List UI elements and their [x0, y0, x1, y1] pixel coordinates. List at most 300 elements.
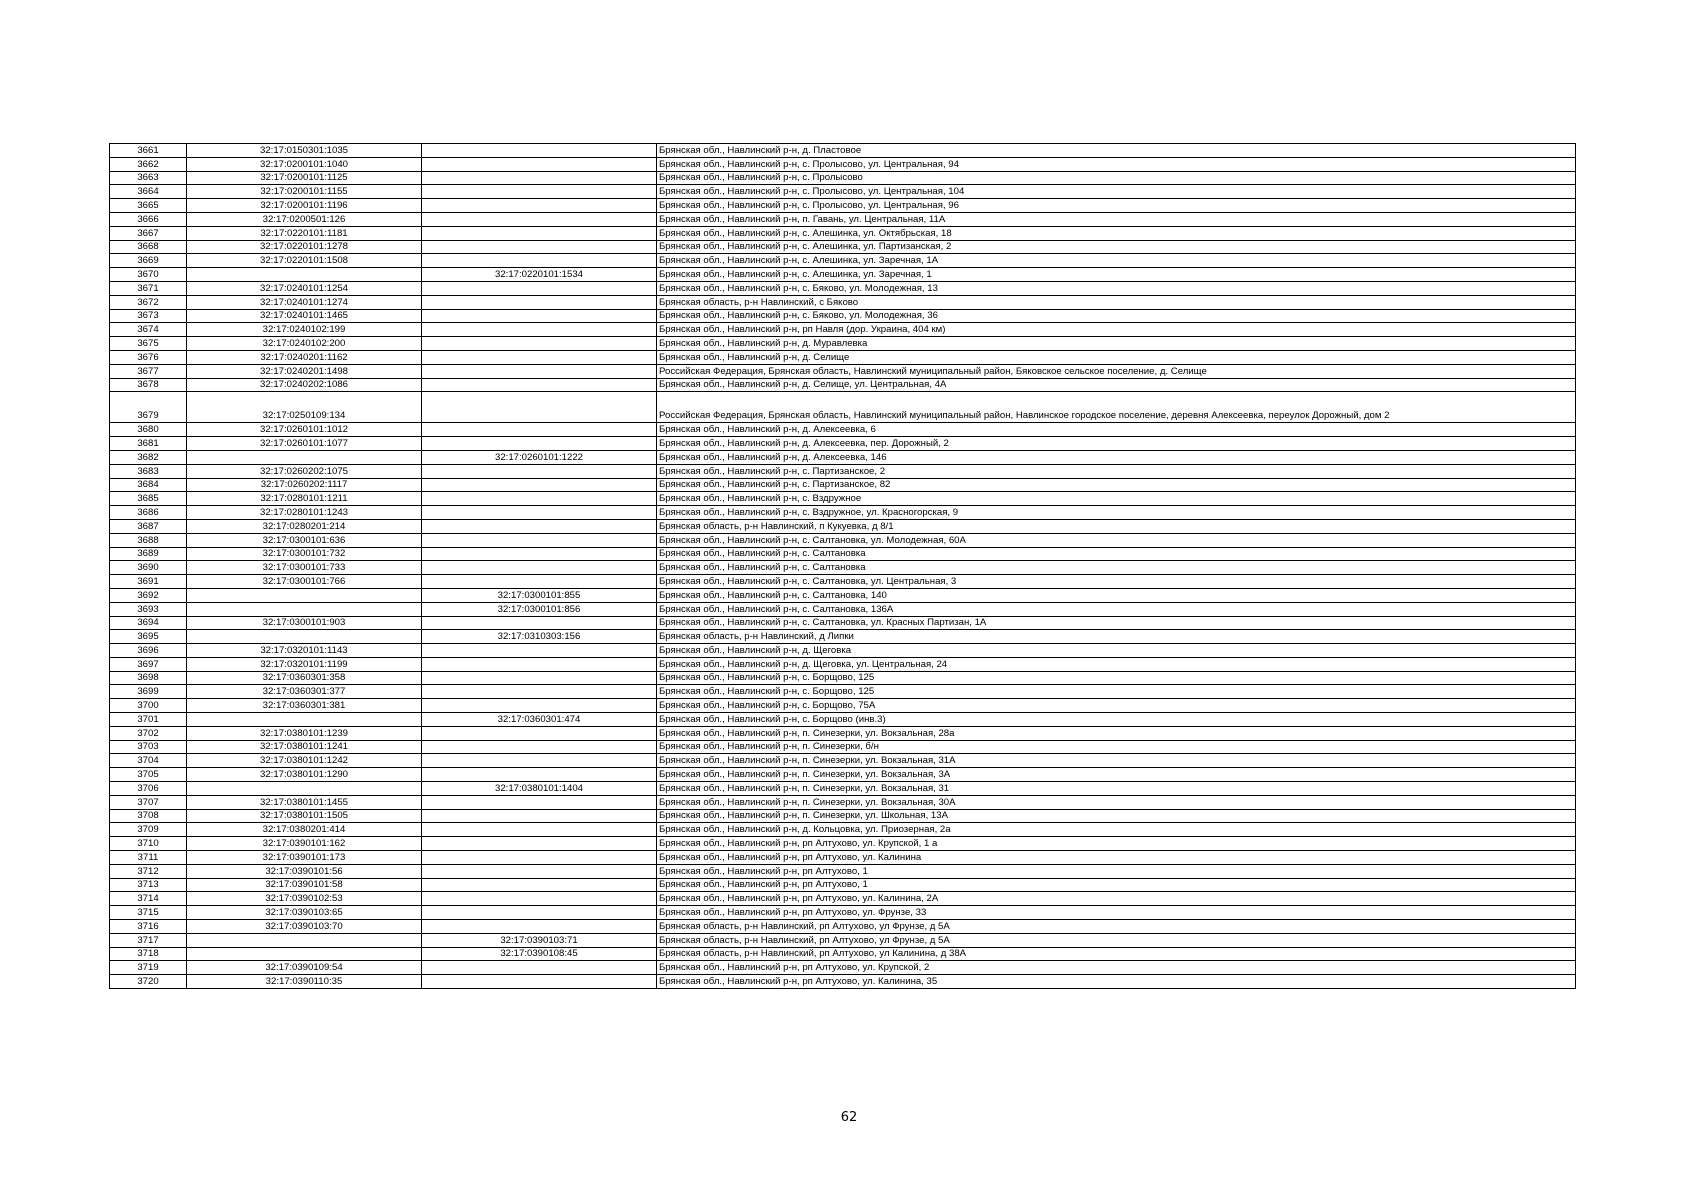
cadastral-number-cell: 32:17:0300101:636	[187, 533, 422, 547]
table-row	[110, 392, 1576, 423]
address-cell: Брянская обл., Навлинский р-н, с. Алешинка, ул. Заречная, 1А	[657, 254, 1576, 268]
cadastral-number-alt-cell: 32:17:0300101:856	[422, 602, 657, 616]
table-row	[110, 616, 1576, 630]
table-row	[110, 851, 1576, 865]
address-cell: Брянская обл., Навлинский р-н, д. Щеговка	[657, 644, 1576, 658]
address-cell: Брянская обл., Навлинский р-н, с. Салтановка, ул. Центральная, 3	[657, 575, 1576, 589]
cadastral-number-alt-cell	[422, 364, 657, 378]
cadastral-number-alt-cell: 32:17:0360301:474	[422, 713, 657, 727]
row-number-cell: 3703	[110, 740, 187, 754]
cadastral-number-alt-cell	[422, 423, 657, 437]
row-number-cell: 3689	[110, 547, 187, 561]
cadastral-number-cell: 32:17:0260202:1075	[187, 464, 422, 478]
address-cell: Брянская область, р-н Навлинский, п Кукуевка, д 8/1	[657, 519, 1576, 533]
address-cell: Брянская обл., Навлинский р-н, с. Салтановка	[657, 547, 1576, 561]
cadastral-number-alt-cell	[422, 644, 657, 658]
cadastral-number-alt-cell	[422, 754, 657, 768]
cadastral-number-alt-cell	[422, 685, 657, 699]
cadastral-number-cell: 32:17:0390102:53	[187, 892, 422, 906]
address-cell: Брянская обл., Навлинский р-н, рп Алтухово, ул. Калинина	[657, 851, 1576, 865]
row-number-cell: 3712	[110, 864, 187, 878]
address-cell: Брянская обл., Навлинский р-н, с. Борщово, 125	[657, 685, 1576, 699]
address-cell: Брянская обл., Навлинский р-н, рп Алтухово, ул. Калинина, 35	[657, 975, 1576, 989]
cadastral-number-alt-cell	[422, 726, 657, 740]
address-cell: Брянская обл., Навлинский р-н, д. Щеговка, ул. Центральная, 24	[657, 657, 1576, 671]
address-cell: Брянская обл., Навлинский р-н, д. Селище	[657, 350, 1576, 364]
table-row	[110, 823, 1576, 837]
table-row	[110, 295, 1576, 309]
table-row	[110, 630, 1576, 644]
address-cell: Брянская обл., Навлинский р-н, п. Синезерки, ул. Вокзальная, 31	[657, 782, 1576, 796]
table-row	[110, 575, 1576, 589]
cadastral-number-cell	[187, 933, 422, 947]
address-cell: Брянская обл., Навлинский р-н, д. Кольцовка, ул. Приозерная, 2а	[657, 823, 1576, 837]
cadastral-number-cell: 32:17:0380101:1242	[187, 754, 422, 768]
row-number-cell: 3686	[110, 506, 187, 520]
cadastral-number-cell: 32:17:0380201:414	[187, 823, 422, 837]
table-row	[110, 644, 1576, 658]
address-cell: Брянская область, р-н Навлинский, с Бяково	[657, 295, 1576, 309]
cadastral-number-cell: 32:17:0200101:1155	[187, 185, 422, 199]
cadastral-number-cell: 32:17:0240201:1498	[187, 364, 422, 378]
cadastral-number-alt-cell: 32:17:0260101:1222	[422, 450, 657, 464]
cadastral-number-alt-cell	[422, 561, 657, 575]
row-number-cell: 3673	[110, 309, 187, 323]
cadastral-number-cell	[187, 268, 422, 282]
cadastral-number-alt-cell	[422, 281, 657, 295]
table-row	[110, 533, 1576, 547]
row-number-cell: 3709	[110, 823, 187, 837]
row-number-cell: 3687	[110, 519, 187, 533]
cadastral-number-cell: 32:17:0300101:903	[187, 616, 422, 630]
address-cell: Брянская обл., Навлинский р-н, п. Синезерки, ул. Вокзальная, 30А	[657, 795, 1576, 809]
row-number-cell: 3706	[110, 782, 187, 796]
address-cell: Брянская обл., Навлинский р-н, с. Вздружное	[657, 492, 1576, 506]
address-cell: Брянская обл., Навлинский р-н, рп Навля (дор. Украина, 404 км)	[657, 323, 1576, 337]
row-number-cell: 3707	[110, 795, 187, 809]
table-row	[110, 657, 1576, 671]
cadastral-number-cell	[187, 450, 422, 464]
address-cell: Брянская обл., Навлинский р-н, п. Синезерки, ул. Вокзальная, 3А	[657, 768, 1576, 782]
table-body	[110, 144, 1576, 989]
cadastral-number-alt-cell	[422, 144, 657, 158]
address-cell: Брянская обл., Навлинский р-н, с. Салтановка, 136А	[657, 602, 1576, 616]
row-number-cell: 3668	[110, 240, 187, 254]
cadastral-number-alt-cell	[422, 864, 657, 878]
cadastral-number-cell: 32:17:0300101:766	[187, 575, 422, 589]
table-row	[110, 740, 1576, 754]
cadastral-number-cell: 32:17:0380101:1239	[187, 726, 422, 740]
cadastral-number-cell: 32:17:0220101:1278	[187, 240, 422, 254]
cadastral-number-cell: 32:17:0280201:214	[187, 519, 422, 533]
table-row	[110, 171, 1576, 185]
table-row	[110, 309, 1576, 323]
cadastral-number-cell: 32:17:0200101:1040	[187, 157, 422, 171]
address-cell: Брянская обл., Навлинский р-н, д. Алексеевка, пер. Дорожный, 2	[657, 437, 1576, 451]
address-cell: Брянская обл., Навлинский р-н, с. Борщово, 125	[657, 671, 1576, 685]
address-cell: Брянская обл., Навлинский р-н, рп Алтухово, ул. Крупской, 2	[657, 961, 1576, 975]
table-row	[110, 906, 1576, 920]
table-row	[110, 492, 1576, 506]
cadastral-number-cell: 32:17:0390110:35	[187, 975, 422, 989]
cadastral-number-alt-cell	[422, 240, 657, 254]
cadastral-number-alt-cell	[422, 519, 657, 533]
cadastral-number-cell: 32:17:0240101:1274	[187, 295, 422, 309]
table-row	[110, 864, 1576, 878]
cadastral-number-cell: 32:17:0280101:1211	[187, 492, 422, 506]
cadastral-number-alt-cell	[422, 157, 657, 171]
table-row	[110, 699, 1576, 713]
table-row	[110, 378, 1576, 392]
cadastral-number-cell	[187, 588, 422, 602]
row-number-cell: 3677	[110, 364, 187, 378]
cadastral-number-alt-cell	[422, 906, 657, 920]
cadastral-number-alt-cell	[422, 740, 657, 754]
table-row	[110, 947, 1576, 961]
cadastral-number-cell: 32:17:0200101:1196	[187, 199, 422, 213]
row-number-cell: 3672	[110, 295, 187, 309]
row-number-cell: 3680	[110, 423, 187, 437]
cadastral-number-alt-cell	[422, 920, 657, 934]
row-number-cell: 3701	[110, 713, 187, 727]
cadastral-number-alt-cell	[422, 323, 657, 337]
cadastral-number-alt-cell	[422, 492, 657, 506]
row-number-cell: 3682	[110, 450, 187, 464]
row-number-cell: 3708	[110, 809, 187, 823]
cadastral-number-cell: 32:17:0390101:58	[187, 878, 422, 892]
cadastral-number-alt-cell	[422, 851, 657, 865]
cadastral-number-cell: 32:17:0380101:1241	[187, 740, 422, 754]
table-row	[110, 268, 1576, 282]
address-cell: Брянская обл., Навлинский р-н, с. Бяково, ул. Молодежная, 36	[657, 309, 1576, 323]
cadastral-number-cell: 32:17:0320101:1143	[187, 644, 422, 658]
table-row	[110, 464, 1576, 478]
table-row	[110, 892, 1576, 906]
address-cell: Брянская обл., Навлинский р-н, с. Партизанское, 82	[657, 478, 1576, 492]
cadastral-number-cell: 32:17:0390101:173	[187, 851, 422, 865]
cadastral-number-cell: 32:17:0380101:1505	[187, 809, 422, 823]
row-number-cell: 3666	[110, 212, 187, 226]
cadastral-number-alt-cell	[422, 437, 657, 451]
address-cell: Брянская обл., Навлинский р-н, с. Пролысово, ул. Центральная, 104	[657, 185, 1576, 199]
address-cell: Брянская обл., Навлинский р-н, с. Пролысово, ул. Центральная, 94	[657, 157, 1576, 171]
row-number-cell: 3684	[110, 478, 187, 492]
cadastral-number-cell: 32:17:0300101:732	[187, 547, 422, 561]
cadastral-number-alt-cell: 32:17:0310303:156	[422, 630, 657, 644]
row-number-cell: 3681	[110, 437, 187, 451]
table-row	[110, 519, 1576, 533]
cadastral-number-alt-cell	[422, 961, 657, 975]
row-number-cell: 3671	[110, 281, 187, 295]
cadastral-number-cell: 32:17:0150301:1035	[187, 144, 422, 158]
cadastral-number-cell: 32:17:0240201:1162	[187, 350, 422, 364]
cadastral-number-alt-cell	[422, 616, 657, 630]
row-number-cell: 3714	[110, 892, 187, 906]
row-number-cell: 3699	[110, 685, 187, 699]
page-number: 62	[840, 1110, 858, 1125]
cadastral-number-cell: 32:17:0380101:1455	[187, 795, 422, 809]
row-number-cell: 3717	[110, 933, 187, 947]
table-row	[110, 337, 1576, 351]
table-row	[110, 423, 1576, 437]
address-cell: Брянская обл., Навлинский р-н, рп Алтухово, ул. Крупской, 1 а	[657, 837, 1576, 851]
row-number-cell: 3690	[110, 561, 187, 575]
address-cell: Брянская область, р-н Навлинский, рп Алтухово, ул Фрунзе, д 5А	[657, 933, 1576, 947]
address-cell: Брянская обл., Навлинский р-н, с. Салтановка, 140	[657, 588, 1576, 602]
table-row	[110, 144, 1576, 158]
row-number-cell: 3702	[110, 726, 187, 740]
cadastral-number-cell: 32:17:0240102:200	[187, 337, 422, 351]
table-row	[110, 713, 1576, 727]
cadastral-number-alt-cell: 32:17:0390108:45	[422, 947, 657, 961]
row-number-cell: 3663	[110, 171, 187, 185]
address-cell: Брянская обл., Навлинский р-н, с. Партизанское, 2	[657, 464, 1576, 478]
table-row	[110, 364, 1576, 378]
table-row	[110, 478, 1576, 492]
table-row	[110, 281, 1576, 295]
cadastral-number-cell	[187, 947, 422, 961]
address-cell: Брянская обл., Навлинский р-н, с. Вздружное, ул. Красногорская, 9	[657, 506, 1576, 520]
address-cell: Брянская обл., Навлинский р-н, с. Алешинка, ул. Октябрьская, 18	[657, 226, 1576, 240]
cadastral-number-cell: 32:17:0390103:65	[187, 906, 422, 920]
cadastral-number-alt-cell	[422, 892, 657, 906]
address-cell: Брянская обл., Навлинский р-н, п. Синезерки, ул. Школьная, 13А	[657, 809, 1576, 823]
cadastral-number-alt-cell: 32:17:0390103:71	[422, 933, 657, 947]
address-cell: Брянская обл., Навлинский р-н, д. Пластовое	[657, 144, 1576, 158]
cadastral-number-cell: 32:17:0360301:377	[187, 685, 422, 699]
row-number-cell: 3719	[110, 961, 187, 975]
address-cell: Брянская обл., Навлинский р-н, д. Муравлевка	[657, 337, 1576, 351]
cadastral-number-alt-cell	[422, 975, 657, 989]
row-number-cell: 3718	[110, 947, 187, 961]
table-row	[110, 602, 1576, 616]
table-row	[110, 350, 1576, 364]
cadastral-number-cell: 32:17:0200101:1125	[187, 171, 422, 185]
cadastral-number-cell: 32:17:0240102:199	[187, 323, 422, 337]
row-number-cell: 3710	[110, 837, 187, 851]
cadastral-number-alt-cell	[422, 350, 657, 364]
cadastral-number-cell: 32:17:0240101:1254	[187, 281, 422, 295]
cadastral-number-cell: 32:17:0250109:134	[187, 392, 422, 423]
row-number-cell: 3715	[110, 906, 187, 920]
address-cell: Российская Федерация, Брянская область, Навлинский муниципальный район, Навлинское городское поселение, деревня Алексеевка, переулок Дорожный, дом 2	[657, 392, 1576, 423]
row-number-cell: 3716	[110, 920, 187, 934]
row-number-cell: 3700	[110, 699, 187, 713]
cadastral-number-cell: 32:17:0380101:1290	[187, 768, 422, 782]
cadastral-number-cell: 32:17:0390109:54	[187, 961, 422, 975]
row-number-cell: 3692	[110, 588, 187, 602]
address-cell: Брянская обл., Навлинский р-н, рп Алтухово, 1	[657, 878, 1576, 892]
address-cell: Брянская обл., Навлинский р-н, рп Алтухово, ул. Фрунзе, 33	[657, 906, 1576, 920]
address-cell: Брянская обл., Навлинский р-н, д. Алексеевка, 6	[657, 423, 1576, 437]
table-row	[110, 837, 1576, 851]
table-row	[110, 240, 1576, 254]
table-row	[110, 547, 1576, 561]
row-number-cell: 3698	[110, 671, 187, 685]
cadastral-number-alt-cell	[422, 478, 657, 492]
table-row	[110, 561, 1576, 575]
address-cell: Брянская область, р-н Навлинский, рп Алтухово, ул Фрунзе, д 5А	[657, 920, 1576, 934]
cadastral-number-cell: 32:17:0360301:358	[187, 671, 422, 685]
cadastral-number-alt-cell	[422, 837, 657, 851]
cadastral-number-alt-cell: 32:17:0380101:1404	[422, 782, 657, 796]
cadastral-number-cell: 32:17:0240101:1465	[187, 309, 422, 323]
cadastral-number-alt-cell	[422, 254, 657, 268]
address-cell: Брянская обл., Навлинский р-н, рп Алтухово, 1	[657, 864, 1576, 878]
cadastral-number-alt-cell	[422, 671, 657, 685]
cadastral-number-cell: 32:17:0300101:733	[187, 561, 422, 575]
address-cell: Брянская обл., Навлинский р-н, с. Борщово, 75А	[657, 699, 1576, 713]
table-row	[110, 323, 1576, 337]
table-row	[110, 254, 1576, 268]
table-row	[110, 933, 1576, 947]
table-row	[110, 671, 1576, 685]
row-number-cell: 3683	[110, 464, 187, 478]
row-number-cell: 3662	[110, 157, 187, 171]
cadastral-number-alt-cell	[422, 185, 657, 199]
row-number-cell: 3711	[110, 851, 187, 865]
cadastral-number-alt-cell	[422, 464, 657, 478]
address-cell: Брянская обл., Навлинский р-н, с. Борщово (инв.3)	[657, 713, 1576, 727]
cadastral-number-alt-cell	[422, 795, 657, 809]
table-row	[110, 185, 1576, 199]
table-row	[110, 226, 1576, 240]
row-number-cell: 3704	[110, 754, 187, 768]
row-number-cell: 3688	[110, 533, 187, 547]
address-cell: Брянская обл., Навлинский р-н, п. Синезерки, б/н	[657, 740, 1576, 754]
address-cell: Брянская обл., Навлинский р-н, д. Алексеевка, 146	[657, 450, 1576, 464]
address-cell: Брянская обл., Навлинский р-н, с. Бяково, ул. Молодежная, 13	[657, 281, 1576, 295]
row-number-cell: 3720	[110, 975, 187, 989]
cadastral-number-alt-cell	[422, 199, 657, 213]
table-row	[110, 199, 1576, 213]
address-cell: Брянская обл., Навлинский р-н, с. Алешинка, ул. Заречная, 1	[657, 268, 1576, 282]
cadastral-number-cell: 32:17:0390101:56	[187, 864, 422, 878]
address-cell: Брянская обл., Навлинский р-н, с. Пролысово, ул. Центральная, 96	[657, 199, 1576, 213]
cadastral-number-cell: 32:17:0280101:1243	[187, 506, 422, 520]
row-number-cell: 3705	[110, 768, 187, 782]
row-number-cell: 3696	[110, 644, 187, 658]
row-number-cell: 3669	[110, 254, 187, 268]
row-number-cell: 3695	[110, 630, 187, 644]
cadastral-number-alt-cell	[422, 226, 657, 240]
cadastral-number-cell	[187, 602, 422, 616]
table-row	[110, 920, 1576, 934]
cadastral-number-alt-cell	[422, 878, 657, 892]
cadastral-number-alt-cell	[422, 309, 657, 323]
row-number-cell: 3694	[110, 616, 187, 630]
table-row	[110, 961, 1576, 975]
cadastral-number-cell: 32:17:0390101:162	[187, 837, 422, 851]
cadastral-number-alt-cell	[422, 809, 657, 823]
address-cell: Брянская обл., Навлинский р-н, с. Салтановка, ул. Молодежная, 60А	[657, 533, 1576, 547]
table-row	[110, 685, 1576, 699]
address-cell: Брянская обл., Навлинский р-н, п. Синезерки, ул. Вокзальная, 31А	[657, 754, 1576, 768]
cadastral-number-cell: 32:17:0360301:381	[187, 699, 422, 713]
address-cell: Брянская обл., Навлинский р-н, с. Алешинка, ул. Партизанская, 2	[657, 240, 1576, 254]
row-number-cell: 3667	[110, 226, 187, 240]
table-row	[110, 975, 1576, 989]
table-row	[110, 782, 1576, 796]
cadastral-number-alt-cell	[422, 337, 657, 351]
cadastral-number-alt-cell	[422, 657, 657, 671]
row-number-cell: 3676	[110, 350, 187, 364]
address-cell: Брянская обл., Навлинский р-н, с. Салтановка	[657, 561, 1576, 575]
cadastral-number-alt-cell	[422, 212, 657, 226]
cadastral-number-alt-cell	[422, 533, 657, 547]
row-number-cell: 3665	[110, 199, 187, 213]
table-row	[110, 809, 1576, 823]
table-row	[110, 450, 1576, 464]
address-cell: Брянская обл., Навлинский р-н, д. Селище, ул. Центральная, 4А	[657, 378, 1576, 392]
table-row	[110, 878, 1576, 892]
table-row	[110, 768, 1576, 782]
cadastral-number-cell	[187, 782, 422, 796]
cadastral-number-cell: 32:17:0390103:70	[187, 920, 422, 934]
cadastral-number-cell: 32:17:0200501:126	[187, 212, 422, 226]
row-number-cell: 3674	[110, 323, 187, 337]
table-row	[110, 157, 1576, 171]
row-number-cell: 3713	[110, 878, 187, 892]
cadastral-number-alt-cell	[422, 768, 657, 782]
row-number-cell: 3691	[110, 575, 187, 589]
row-number-cell: 3685	[110, 492, 187, 506]
cadastral-number-cell: 32:17:0260101:1012	[187, 423, 422, 437]
cadastral-number-alt-cell	[422, 823, 657, 837]
cadastral-number-cell: 32:17:0240202:1086	[187, 378, 422, 392]
address-cell: Брянская обл., Навлинский р-н, с. Пролысово	[657, 171, 1576, 185]
row-number-cell: 3670	[110, 268, 187, 282]
cadastral-number-alt-cell	[422, 506, 657, 520]
cadastral-number-cell: 32:17:0260202:1117	[187, 478, 422, 492]
row-number-cell: 3675	[110, 337, 187, 351]
row-number-cell: 3664	[110, 185, 187, 199]
row-number-cell: 3661	[110, 144, 187, 158]
table-row	[110, 506, 1576, 520]
cadastral-number-cell	[187, 630, 422, 644]
cadastral-number-alt-cell: 32:17:0220101:1534	[422, 268, 657, 282]
table-row	[110, 754, 1576, 768]
row-number-cell: 3697	[110, 657, 187, 671]
row-number-cell: 3693	[110, 602, 187, 616]
cadastral-number-alt-cell	[422, 378, 657, 392]
table-row	[110, 212, 1576, 226]
row-number-cell: 3678	[110, 378, 187, 392]
cadastral-number-cell: 32:17:0320101:1199	[187, 657, 422, 671]
address-cell: Брянская область, р-н Навлинский, д Липки	[657, 630, 1576, 644]
cadastral-number-alt-cell	[422, 295, 657, 309]
address-cell: Российская Федерация, Брянская область, Навлинский муниципальный район, Бяковское сельское поселение, д. Селище	[657, 364, 1576, 378]
table-row	[110, 437, 1576, 451]
address-cell: Брянская обл., Навлинский р-н, рп Алтухово, ул. Калинина, 2А	[657, 892, 1576, 906]
address-cell: Брянская обл., Навлинский р-н, с. Салтановка, ул. Красных Партизан, 1А	[657, 616, 1576, 630]
address-cell: Брянская обл., Навлинский р-н, п. Синезерки, ул. Вокзальная, 28а	[657, 726, 1576, 740]
cadastral-number-alt-cell	[422, 547, 657, 561]
row-number-cell: 3679	[110, 392, 187, 423]
table-row	[110, 588, 1576, 602]
cadastral-number-cell	[187, 713, 422, 727]
cadastral-number-alt-cell	[422, 575, 657, 589]
address-cell: Брянская область, р-н Навлинский, рп Алтухово, ул Калинина, д 38А	[657, 947, 1576, 961]
cadastral-number-cell: 32:17:0260101:1077	[187, 437, 422, 451]
cadastral-number-alt-cell	[422, 392, 657, 423]
cadastral-number-alt-cell	[422, 699, 657, 713]
cadastral-number-alt-cell: 32:17:0300101:855	[422, 588, 657, 602]
table-row	[110, 795, 1576, 809]
address-cell: Брянская обл., Навлинский р-н, п. Гавань, ул. Центральная, 11А	[657, 212, 1576, 226]
cadastral-number-cell: 32:17:0220101:1508	[187, 254, 422, 268]
table-row	[110, 726, 1576, 740]
